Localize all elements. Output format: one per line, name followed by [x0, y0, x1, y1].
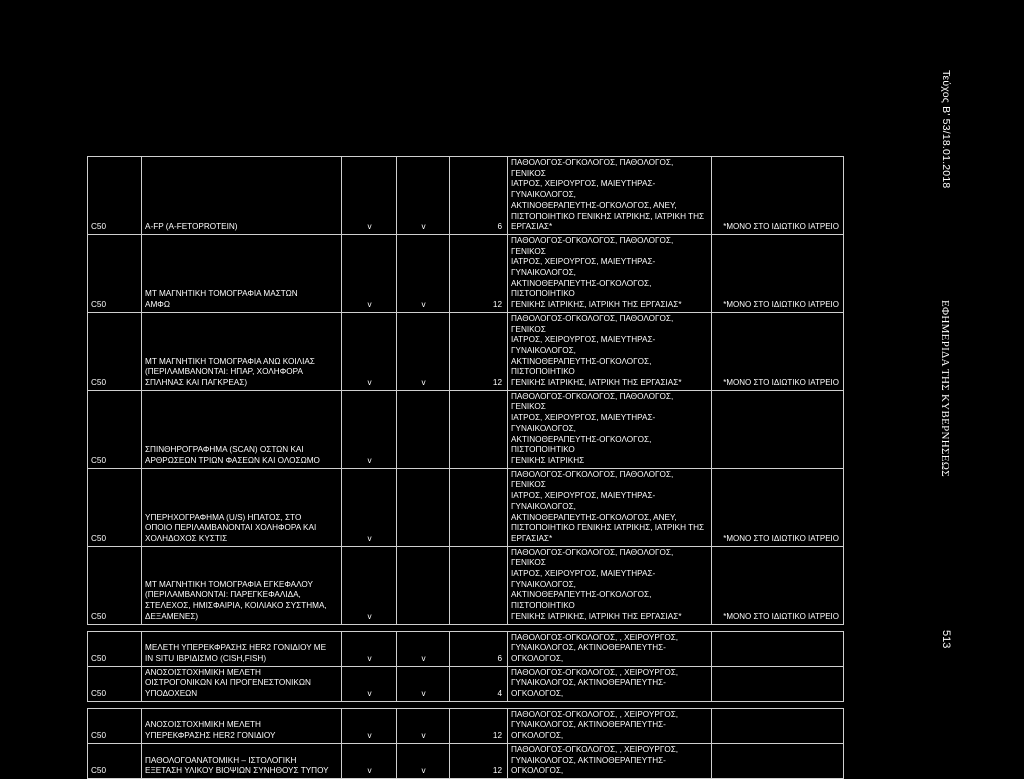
code-cell: C50 — [88, 468, 142, 546]
count-cell: 12 — [450, 234, 508, 312]
code-cell: C50 — [88, 546, 142, 624]
specialties-cell: ΠΑΘΟΛΟΓΟΣ-ΟΓΚΟΛΟΓΟΣ, , ΧΕΙΡΟΥΡΓΟΣ, ΓΥΝΑΙΚΟΛΟΓΟΣ, ΑΚΤΙΝΟΘΕΡΑΠΕΥΤΗΣ-ΟΓΚΟΛΟΓΟΣ, — [508, 666, 712, 701]
gap-cell — [88, 624, 844, 631]
v2-cell: v — [397, 708, 450, 743]
code-cell: C50 — [88, 312, 142, 390]
exam-cell: ΜΤ ΜΑΓΝΗΤΙΚΗ ΤΟΜΟΓΡΑΦΙΑ ΕΓΚΕΦΑΛΟΥ (ΠΕΡΙΛΑΜΒΑΝΟΝΤΑΙ: ΠΑΡΕΓΚΕΦΑΛΙΔΑ, ΣΤΕΛΕΧΟΣ, ΗΜΙΣΦΑΙΡΙΑ, ΚΟΙΛΙΑΚΟ ΣΥΣΤΗΜΑ, ΔΕΞΑΜΕΝΕΣ) — [142, 546, 342, 624]
note-cell: *ΜΟΝΟ ΣΤΟ ΙΔΙΩΤΙΚΟ ΙΑΤΡΕΙΟ — [712, 234, 844, 312]
v2-cell: v — [397, 312, 450, 390]
v1-cell: v — [342, 631, 397, 666]
issue-header: Τεύχος Β' 53/18.01.2018 — [940, 70, 952, 189]
note-cell — [712, 666, 844, 701]
code-cell: C50 — [88, 390, 142, 468]
table-row — [88, 666, 844, 701]
count-cell — [450, 390, 508, 468]
exam-cell: ΑΝΟΣΟΙΣΤΟΧΗΜΙΚΗ ΜΕΛΕΤΗ ΟΙΣΤΡΟΓΟΝΙΚΩΝ ΚΑΙ ΠΡΟΓΕΝΕΣΤΟΝΙΚΩΝ ΥΠΟΔΟΧΕΩΝ — [142, 666, 342, 701]
v2-cell: v — [397, 157, 450, 235]
count-cell — [450, 546, 508, 624]
specialties-cell: ΠΑΘΟΛΟΓΟΣ-ΟΓΚΟΛΟΓΟΣ, ΠΑΘΟΛΟΓΟΣ, ΓΕΝΙΚΟΣ ΙΑΤΡΟΣ, ΧΕΙΡΟΥΡΓΟΣ, ΜΑΙΕΥΤΗΡΑΣ- ΓΥΝΑΙΚΟΛΟΓΟΣ, ΑΚΤΙΝΟΘΕΡΑΠΕΥΤΗΣ-ΟΓΚΟΛΟΓΟΣ, ΑΝΕΥ, ΠΙΣΤΟΠΟΙΗΤΙΚΟ ΓΕΝΙΚΗΣ ΙΑΤΡΙΚΗΣ, ΙΑΤΡΙΚΗ ΤΗΣ ΕΡΓΑΣΙΑΣ* — [508, 468, 712, 546]
specialties-cell: ΠΑΘΟΛΟΓΟΣ-ΟΓΚΟΛΟΓΟΣ, , ΧΕΙΡΟΥΡΓΟΣ, ΓΥΝΑΙΚΟΛΟΓΟΣ, ΑΚΤΙΝΟΘΕΡΑΠΕΥΤΗΣ-ΟΓΚΟΛΟΓΟΣ, — [508, 743, 712, 778]
gazette-title: ΕΦΗΜΕΡΙΔΑ ΤΗΣ ΚΥΒΕΡΝΗΣΕΩΣ — [939, 300, 951, 477]
exam-cell: ΥΠΕΡΗΧΟΓΡΑΦΗΜΑ (U/S) ΗΠΑΤΟΣ, ΣΤΟ ΟΠΟΙΟ ΠΕΡΙΛΑΜΒΑΝΟΝΤΑΙ ΧΟΛΗΦΟΡΑ ΚΑΙ ΧΟΛΗΔΟΧΟΣ ΚΥΣΤΙΣ — [142, 468, 342, 546]
note-cell: *ΜΟΝΟ ΣΤΟ ΙΔΙΩΤΙΚΟ ΙΑΤΡΕΙΟ — [712, 546, 844, 624]
prescription-table — [87, 156, 844, 779]
specialties-cell: ΠΑΘΟΛΟΓΟΣ-ΟΓΚΟΛΟΓΟΣ, ΠΑΘΟΛΟΓΟΣ, ΓΕΝΙΚΟΣ ΙΑΤΡΟΣ, ΧΕΙΡΟΥΡΓΟΣ, ΜΑΙΕΥΤΗΡΑΣ- ΓΥΝΑΙΚΟΛΟΓΟΣ, ΑΚΤΙΝΟΘΕΡΑΠΕΥΤΗΣ-ΟΓΚΟΛΟΓΟΣ, ΠΙΣΤΟΠΟΙΗΤΙΚΟ ΓΕΝΙΚΗΣ ΙΑΤΡΙΚΗΣ, ΙΑΤΡΙΚΗ ΤΗΣ ΕΡΓΑΣΙΑΣ* — [508, 546, 712, 624]
v1-cell: v — [342, 666, 397, 701]
v1-cell: v — [342, 157, 397, 235]
gap-cell — [88, 701, 844, 708]
v1-cell: v — [342, 743, 397, 778]
note-cell: *ΜΟΝΟ ΣΤΟ ΙΔΙΩΤΙΚΟ ΙΑΤΡΕΙΟ — [712, 468, 844, 546]
code-cell: C50 — [88, 157, 142, 235]
v2-cell — [397, 390, 450, 468]
table-row — [88, 468, 844, 546]
specialties-cell: ΠΑΘΟΛΟΓΟΣ-ΟΓΚΟΛΟΓΟΣ, , ΧΕΙΡΟΥΡΓΟΣ, ΓΥΝΑΙΚΟΛΟΓΟΣ, ΑΚΤΙΝΟΘΕΡΑΠΕΥΤΗΣ-ΟΓΚΟΛΟΓΟΣ, — [508, 631, 712, 666]
v1-cell: v — [342, 234, 397, 312]
code-cell: C50 — [88, 708, 142, 743]
exam-cell: ΠΑΘΟΛΟΓΟΑΝΑΤΟΜΙΚΗ – ΙΣΤΟΛΟΓΙΚΗ ΕΞΕΤΑΣΗ ΥΛΙΚΟΥ ΒΙΟΨΙΩΝ ΣΥΝΗΘΟΥΣ ΤΥΠΟΥ — [142, 743, 342, 778]
exam-cell: ΑΝΟΣΟΙΣΤΟΧΗΜΙΚΗ ΜΕΛΕΤΗ ΥΠΕΡΕΚΦΡΑΣΗΣ HER2 ΓΟΝΙΔΙΟΥ — [142, 708, 342, 743]
count-cell: 4 — [450, 666, 508, 701]
code-cell: C50 — [88, 234, 142, 312]
table-row — [88, 743, 844, 778]
note-cell — [712, 390, 844, 468]
v2-cell: v — [397, 743, 450, 778]
note-cell — [712, 631, 844, 666]
v2-cell: v — [397, 631, 450, 666]
specialties-cell: ΠΑΘΟΛΟΓΟΣ-ΟΓΚΟΛΟΓΟΣ, , ΧΕΙΡΟΥΡΓΟΣ, ΓΥΝΑΙΚΟΛΟΓΟΣ, ΑΚΤΙΝΟΘΕΡΑΠΕΥΤΗΣ-ΟΓΚΟΛΟΓΟΣ, — [508, 708, 712, 743]
specialties-cell: ΠΑΘΟΛΟΓΟΣ-ΟΓΚΟΛΟΓΟΣ, ΠΑΘΟΛΟΓΟΣ, ΓΕΝΙΚΟΣ ΙΑΤΡΟΣ, ΧΕΙΡΟΥΡΓΟΣ, ΜΑΙΕΥΤΗΡΑΣ- ΓΥΝΑΙΚΟΛΟΓΟΣ, ΑΚΤΙΝΟΘΕΡΑΠΕΥΤΗΣ-ΟΓΚΟΛΟΓΟΣ, ΑΝΕΥ, ΠΙΣΤΟΠΟΙΗΤΙΚΟ ΓΕΝΙΚΗΣ ΙΑΤΡΙΚΗΣ, ΙΑΤΡΙΚΗ ΤΗΣ ΕΡΓΑΣΙΑΣ* — [508, 157, 712, 235]
note-cell — [712, 743, 844, 778]
code-cell: C50 — [88, 631, 142, 666]
table-row — [88, 708, 844, 743]
count-cell: 12 — [450, 743, 508, 778]
v2-cell: v — [397, 234, 450, 312]
v2-cell — [397, 468, 450, 546]
exam-cell: ΜΤ ΜΑΓΝΗΤΙΚΗ ΤΟΜΟΓΡΑΦΙΑ ΑΝΩ ΚΟΙΛΙΑΣ (ΠΕΡΙΛΑΜΒΑΝΟΝΤΑΙ: ΗΠΑΡ, ΧΟΛΗΦΟΡΑ ΣΠΛΗΝΑΣ ΚΑΙ ΠΑΓΚΡΕΑΣ) — [142, 312, 342, 390]
v1-cell: v — [342, 390, 397, 468]
table-row — [88, 157, 844, 235]
exam-cell: ΣΠΙΝΘΗΡΟΓΡΑΦΗΜΑ (SCAN) ΟΣΤΩΝ ΚΑΙ ΑΡΘΡΩΣΕΩΝ ΤΡΙΩΝ ΦΑΣΕΩΝ ΚΑΙ ΟΛΟΣΩΜΟ — [142, 390, 342, 468]
count-cell: 12 — [450, 312, 508, 390]
note-cell — [712, 708, 844, 743]
exam-cell: A-FP (A-FETOPROTEIN) — [142, 157, 342, 235]
v1-cell: v — [342, 312, 397, 390]
count-cell: 6 — [450, 157, 508, 235]
exam-cell: ΜΕΛΕΤΗ ΥΠΕΡΕΚΦΡΑΣΗΣ HER2 ΓΟΝΙΔΙΟΥ ΜΕ IN SITU ΙΒΡΙΔΙΣΜΟ (CISH,FISH) — [142, 631, 342, 666]
specialties-cell: ΠΑΘΟΛΟΓΟΣ-ΟΓΚΟΛΟΓΟΣ, ΠΑΘΟΛΟΓΟΣ, ΓΕΝΙΚΟΣ ΙΑΤΡΟΣ, ΧΕΙΡΟΥΡΓΟΣ, ΜΑΙΕΥΤΗΡΑΣ- ΓΥΝΑΙΚΟΛΟΓΟΣ, ΑΚΤΙΝΟΘΕΡΑΠΕΥΤΗΣ-ΟΓΚΟΛΟΓΟΣ, ΠΙΣΤΟΠΟΙΗΤΙΚΟ ΓΕΝΙΚΗΣ ΙΑΤΡΙΚΗΣ, ΙΑΤΡΙΚΗ ΤΗΣ ΕΡΓΑΣΙΑΣ* — [508, 312, 712, 390]
specialties-cell: ΠΑΘΟΛΟΓΟΣ-ΟΓΚΟΛΟΓΟΣ, ΠΑΘΟΛΟΓΟΣ, ΓΕΝΙΚΟΣ ΙΑΤΡΟΣ, ΧΕΙΡΟΥΡΓΟΣ, ΜΑΙΕΥΤΗΡΑΣ- ΓΥΝΑΙΚΟΛΟΓΟΣ, ΑΚΤΙΝΟΘΕΡΑΠΕΥΤΗΣ-ΟΓΚΟΛΟΓΟΣ, ΠΙΣΤΟΠΟΙΗΤΙΚΟ ΓΕΝΙΚΗΣ ΙΑΤΡΙΚΗΣ, ΙΑΤΡΙΚΗ ΤΗΣ ΕΡΓΑΣΙΑΣ* — [508, 234, 712, 312]
v2-cell: v — [397, 666, 450, 701]
table-row — [88, 546, 844, 624]
count-cell: 12 — [450, 708, 508, 743]
specialties-cell: ΠΑΘΟΛΟΓΟΣ-ΟΓΚΟΛΟΓΟΣ, ΠΑΘΟΛΟΓΟΣ, ΓΕΝΙΚΟΣ ΙΑΤΡΟΣ, ΧΕΙΡΟΥΡΓΟΣ, ΜΑΙΕΥΤΗΡΑΣ- ΓΥΝΑΙΚΟΛΟΓΟΣ, ΑΚΤΙΝΟΘΕΡΑΠΕΥΤΗΣ-ΟΓΚΟΛΟΓΟΣ, ΠΙΣΤΟΠΟΙΗΤΙΚΟ ΓΕΝΙΚΗΣ ΙΑΤΡΙΚΗΣ — [508, 390, 712, 468]
table-gap — [88, 624, 844, 631]
note-cell: *ΜΟΝΟ ΣΤΟ ΙΔΙΩΤΙΚΟ ΙΑΤΡΕΙΟ — [712, 312, 844, 390]
count-cell — [450, 468, 508, 546]
note-cell: *ΜΟΝΟ ΣΤΟ ΙΔΙΩΤΙΚΟ ΙΑΤΡΕΙΟ — [712, 157, 844, 235]
exam-cell: ΜΤ ΜΑΓΝΗΤΙΚΗ ΤΟΜΟΓΡΑΦΙΑ ΜΑΣΤΩΝ ΑΜΦΩ — [142, 234, 342, 312]
code-cell: C50 — [88, 743, 142, 778]
v1-cell: v — [342, 546, 397, 624]
table-body — [88, 157, 844, 779]
v1-cell: v — [342, 468, 397, 546]
code-cell: C50 — [88, 666, 142, 701]
table-row — [88, 234, 844, 312]
table-row — [88, 631, 844, 666]
count-cell: 6 — [450, 631, 508, 666]
v1-cell: v — [342, 708, 397, 743]
table-gap — [88, 701, 844, 708]
table-row — [88, 312, 844, 390]
table-row — [88, 390, 844, 468]
page-number: 513 — [940, 630, 952, 649]
v2-cell — [397, 546, 450, 624]
